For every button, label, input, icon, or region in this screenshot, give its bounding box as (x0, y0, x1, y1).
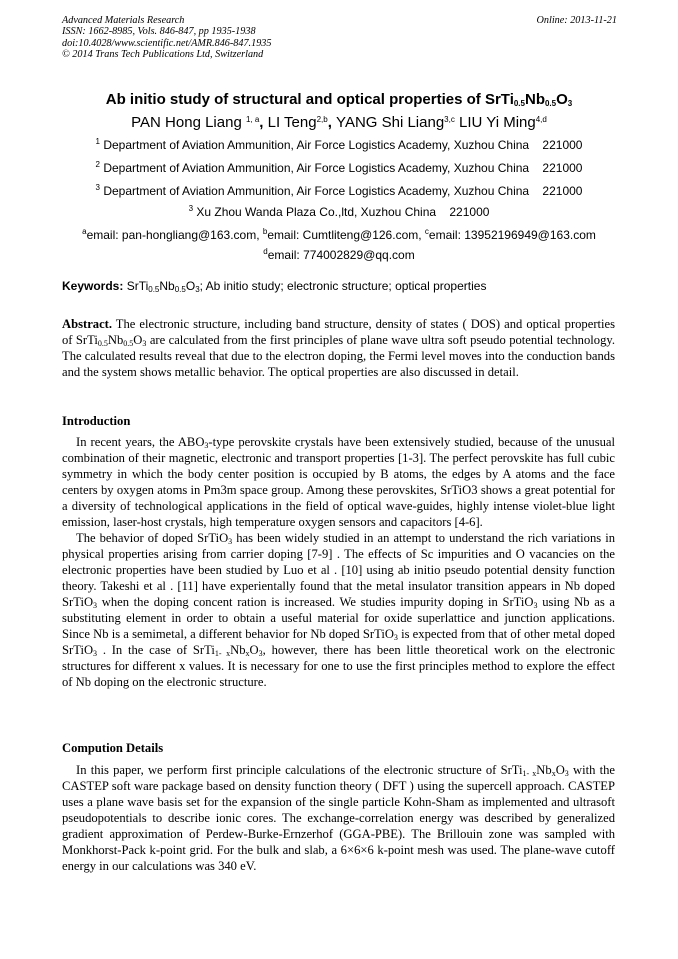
copyright-line: © 2014 Trans Tech Publications Ltd, Switzerland (62, 49, 264, 61)
journal-header (62, 15, 617, 61)
affiliation: $^1$ Department of Aviation Ammunition, Air Force Logistics Academy, Xuzhou China 221000 (95, 137, 583, 152)
affiliation: $^2$ Department of Aviation Ammunition, Air Force Logistics Academy, Xuzhou China 221000 (95, 160, 583, 175)
computation-body (62, 762, 615, 874)
author-name: YANG Shi Liang (336, 114, 445, 131)
email-line: $^a$email: pan-hongliang@163.com, $^b$email: Cumtliteng@126.com, $^c$email: 13952196949@163.com (82, 227, 596, 242)
author-name: LIU Yi Ming (459, 114, 536, 131)
paragraph: In this paper, we perform first principle calculations of the electronic structure of $SrTi_{1- x}Nb_xO_3$ with the CASTEP soft ware package based on density function theory ( DFT ) using the supercell approach. CASTEP uses a plane wave basis set for the expansion of the single particle Kohn-Sham as implemented and ultrasoft pseudopotentials to describe ionic cores. The exchange-correlation energy was described by generalized gradient approximation of Perdew-Burke-Ernzerhof (GGA-PBE). The Brillouin zone was sampled with Monkhorst-Pack k-point grid. For the bulk and slab, a 6×6×6 k-point mesh was used. The plane-wave cutoff energy in our calculations was 340 eV. (62, 763, 615, 873)
section-heading-computation: Compution Details (62, 741, 164, 755)
introduction-body (62, 434, 615, 690)
author-list: PAN Hong Liang $^{1, a}$, LI Teng$^{2,b}$, YANG Shi Liang$^{3,c}$ LIU Yi Ming$^{4,d}$ (131, 114, 547, 131)
author-name: PAN Hong Liang (131, 114, 246, 131)
keywords-label: Keywords: (62, 279, 124, 293)
journal-name: Advanced Materials Research (62, 15, 185, 26)
author-name: LI Teng (267, 114, 317, 131)
email-line: $^d$email: 774002829@qq.com (263, 247, 415, 262)
paragraph: The behavior of doped SrTiO$_3$ has been widely studied in an attempt to understand the rich variations in physical properties arising from carrier doping [7-9] . The effects of Sc impurities and O vacancies on the electronic properties have been studied by Luo et al . [10] using ab initio pseudo potential density function theory. Takeshi et al . [11] have experientally found that the metal insulator transition appears in Nb doped SrTiO$_3$ when the doping concent ration is increased. We studies impurity doping in SrTiO$_3$ using Nb as a substituting element in order to obtain a useful material for oxide superlattice and junction applications. Since Nb is a semimetal, a different behavior for Nb doped SrTiO$_3$ is expected from that of other metal doped SrTiO$_3$ . In the case of $SrTi_{1- x}Nb_xO_3$, however, there has been little theoretical work on the electronic structures for different x values. It is necessary for one to use the first principles method to explore the effect of Nb doping on the electronic structure. (62, 531, 616, 689)
abstract-label: Abstract. (62, 317, 113, 331)
issn-line: ISSN: 1662-8985, Vols. 846-847, pp 1935-1938 (62, 26, 256, 38)
abstract: Abstract. The electronic structure, including band structure, density of states ( DOS) and optical properties of $SrTi_{0.5}Nb_{0.5}O_3$ are calculated from the first principles of plane wave ultra soft pseudo potential technology. The calculated results reveal that due to the electron doping, the Fermi level moves into the conduction bands and the system shows metallic behavior. The optical properties are also discussed in detail. (62, 317, 615, 379)
affiliation: $^3$ Xu Zhou Wanda Plaza Co.,ltd, Xuzhou China 221000 (188, 204, 490, 219)
online-date: Online: 2013-11-21 (536, 15, 617, 26)
paragraph: In recent years, the $ABO_3$-type perovskite crystals have been extensively studied, because of the unusual combination of their magnetic, electronic and transport properties [1-3]. The perfect perovskite has full cubic symmetry in which the body center position is occupied by B atoms, the edges by A atoms and the face centers by oxygen atoms in Pm3m space group. Among these perovskites, SrTiO3 shows a great potential for a diversity of technological applications in the field of optical wave-guides, highly intense violet-blue light emission, laser-host crystals, high temperature oxygen sensors and capacitors [4-6]. (62, 435, 615, 529)
paper-title: Ab initio study of structural and optical properties of $SrTi_{0.5}Nb_{0.5}O_3$ (105, 91, 573, 108)
doi-line[interactable]: doi:10.4028/www.scientific.net/AMR.846-847.1935 (62, 37, 272, 49)
keywords: Keywords: $SrTi_{0.5}Nb_{0.5}O_3$; Ab initio study; electronic structure; optical properties (62, 279, 487, 294)
section-heading-introduction: Introduction (62, 414, 131, 428)
affiliation: $^3$ Department of Aviation Ammunition, Air Force Logistics Academy, Xuzhou China 221000 (95, 183, 583, 198)
